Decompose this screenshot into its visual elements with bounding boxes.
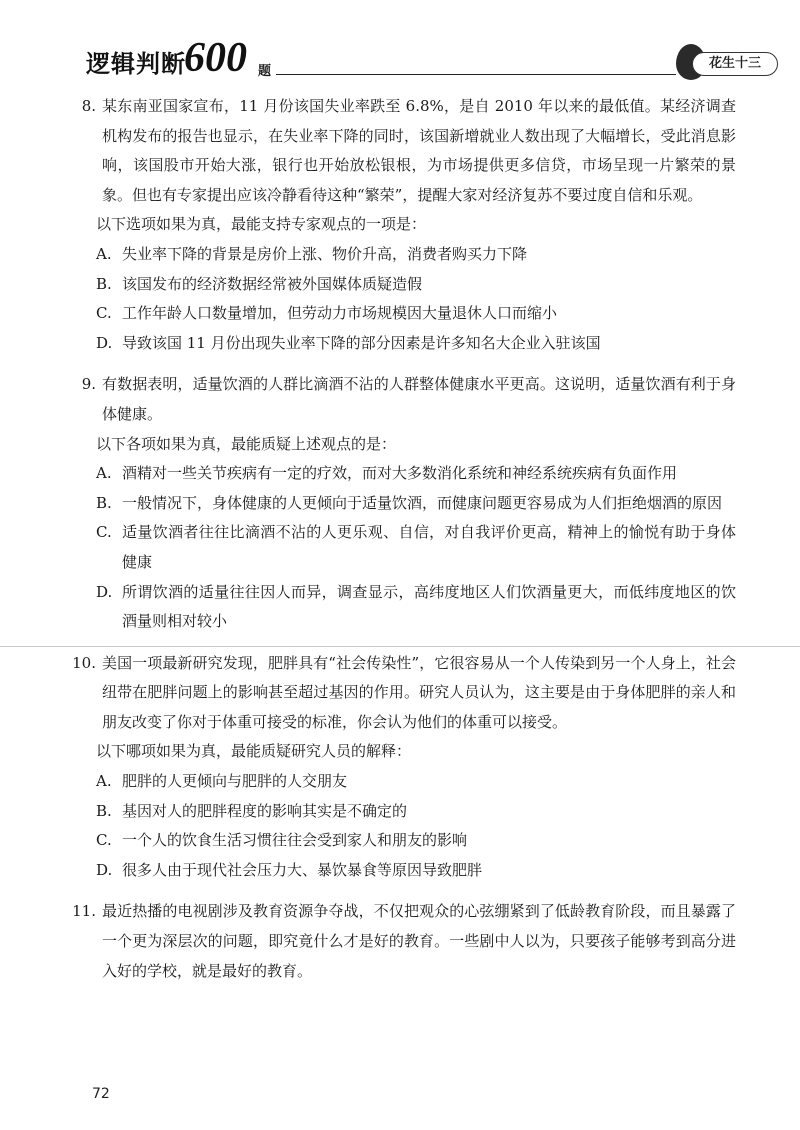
- option-text: 导致该国 11 月份出现失业率下降的部分因素是许多知名大企业入驻该国: [122, 333, 601, 352]
- option-b: [96, 489, 736, 519]
- option-label: D.: [96, 860, 113, 879]
- option-label: C.: [96, 304, 112, 323]
- option-text: 适量饮酒者往往比滴酒不沾的人更乐观、自信，对自我评价更高，精神上的愉悦有助于身体健康: [122, 523, 736, 571]
- scan-fold-line: [0, 646, 800, 647]
- option-text: 失业率下降的背景是房价上涨、物价升高，消费者购买力下降: [122, 244, 528, 263]
- question-stem: 有数据表明，适量饮酒的人群比滴酒不沾的人群整体健康水平更高。这说明，适量饮酒有利于身体健康。: [102, 375, 736, 423]
- option-text: 该国发布的经济数据经常被外国媒体质疑造假: [122, 274, 423, 293]
- option-d: [96, 856, 736, 886]
- question-stem: 最近热播的电视剧涉及教育资源争夺战，不仅把观众的心弦绷紧到了低龄教育阶段，而且暴露了一个更为深层次的问题，即究竟什么才是好的教育。一些剧中人以为，只要孩子能够考到高分进入好的学校，就是最好的教育。: [102, 902, 736, 980]
- page-header: [86, 35, 786, 88]
- option-label: C.: [96, 523, 112, 542]
- question-10: [72, 649, 736, 886]
- option-text: 肥胖的人更倾向与肥胖的人交朋友: [122, 772, 348, 791]
- author-badge-text: 花生十三: [692, 52, 778, 76]
- option-c: [96, 299, 736, 329]
- book-title-suffix: 题: [258, 64, 272, 79]
- option-text: 工作年龄人口数量增加，但劳动力市场规模因大量退休人口而缩小: [122, 304, 558, 323]
- option-text: 所谓饮酒的适量往往因人而异，调查显示，高纬度地区人们饮酒量更大，而低纬度地区的饮酒量则相对较小: [122, 582, 736, 631]
- option-label: A.: [96, 464, 112, 483]
- page-number: 72: [92, 1086, 110, 1102]
- question-9: [81, 370, 736, 636]
- option-text: 基因对人的肥胖程度的影响其实是不确定的: [122, 801, 408, 820]
- question-8: [81, 92, 736, 358]
- question-number: 8.: [81, 97, 96, 115]
- question-number: 11.: [72, 902, 96, 921]
- option-label: D.: [96, 582, 113, 601]
- option-text: 酒精对一些关节疾病有一定的疗效，而对大多数消化系统和神经系统疾病有负面作用: [122, 464, 678, 483]
- option-a: [96, 459, 736, 489]
- option-b: [96, 270, 736, 300]
- option-label: B.: [96, 493, 112, 512]
- option-label: C.: [96, 831, 112, 850]
- page-content: [72, 92, 736, 986]
- question-stem: 美国一项最新研究发现，肥胖具有“社会传染性”，它很容易从一个人传染到另一个人身上，社会纽带在肥胖问题上的影响甚至超过基因的作用。研究人员认为，这主要是由于身体肥胖的亲人和朋友改变了你对于体重可接受的标准，你会认为他们的体重可以接受。: [102, 653, 736, 731]
- option-text: 一般情况下，身体健康的人更倾向于适量饮酒，而健康问题更容易成为人们拒绝烟酒的原因: [122, 493, 723, 512]
- question-stem: 某东南亚国家宣布，11 月份该国失业率跌至 6.8%，是自 2010 年以来的最低值。某经济调查机构发布的报告也显示，在失业率下降的同时，该国新增就业人数出现了大幅增长，受此消息影响，该国股市开始大涨，银行也开始放松银根，为市场提供更多信贷，市场呈现一片繁荣的景象。但也有专家提出应该冷静看待这种“繁荣”，提醒大家对经济复苏不要过度自信和乐观。: [102, 97, 736, 204]
- question-number: 9.: [81, 375, 96, 394]
- author-badge: [676, 40, 786, 84]
- question-11: [72, 897, 736, 986]
- book-title: 逻辑判断: [86, 50, 186, 78]
- option-label: D.: [96, 333, 113, 352]
- option-text: 一个人的饮食生活习惯往往会受到家人和朋友的影响: [122, 831, 468, 850]
- option-c: [96, 518, 736, 577]
- option-label: B.: [96, 801, 112, 820]
- option-c: [96, 826, 736, 856]
- option-b: [96, 797, 736, 827]
- option-d: [96, 578, 736, 637]
- option-label: A.: [96, 244, 112, 263]
- question-prompt: 以下选项如果为真，最能支持专家观点的一项是：: [96, 215, 427, 234]
- question-number: 10.: [72, 653, 96, 672]
- question-prompt: 以下哪项如果为真，最能质疑研究人员的解释：: [96, 742, 412, 761]
- option-text: 很多人由于现代社会压力大、暴饮暴食等原因导致肥胖: [122, 860, 483, 879]
- option-a: [96, 767, 736, 797]
- question-prompt: 以下各项如果为真，最能质疑上述观点的是：: [96, 434, 397, 453]
- book-title-number: 600: [184, 35, 247, 81]
- option-label: B.: [96, 274, 112, 293]
- header-rule: [276, 74, 676, 75]
- option-label: A.: [96, 772, 112, 791]
- option-d: [96, 329, 736, 359]
- option-a: [96, 240, 736, 270]
